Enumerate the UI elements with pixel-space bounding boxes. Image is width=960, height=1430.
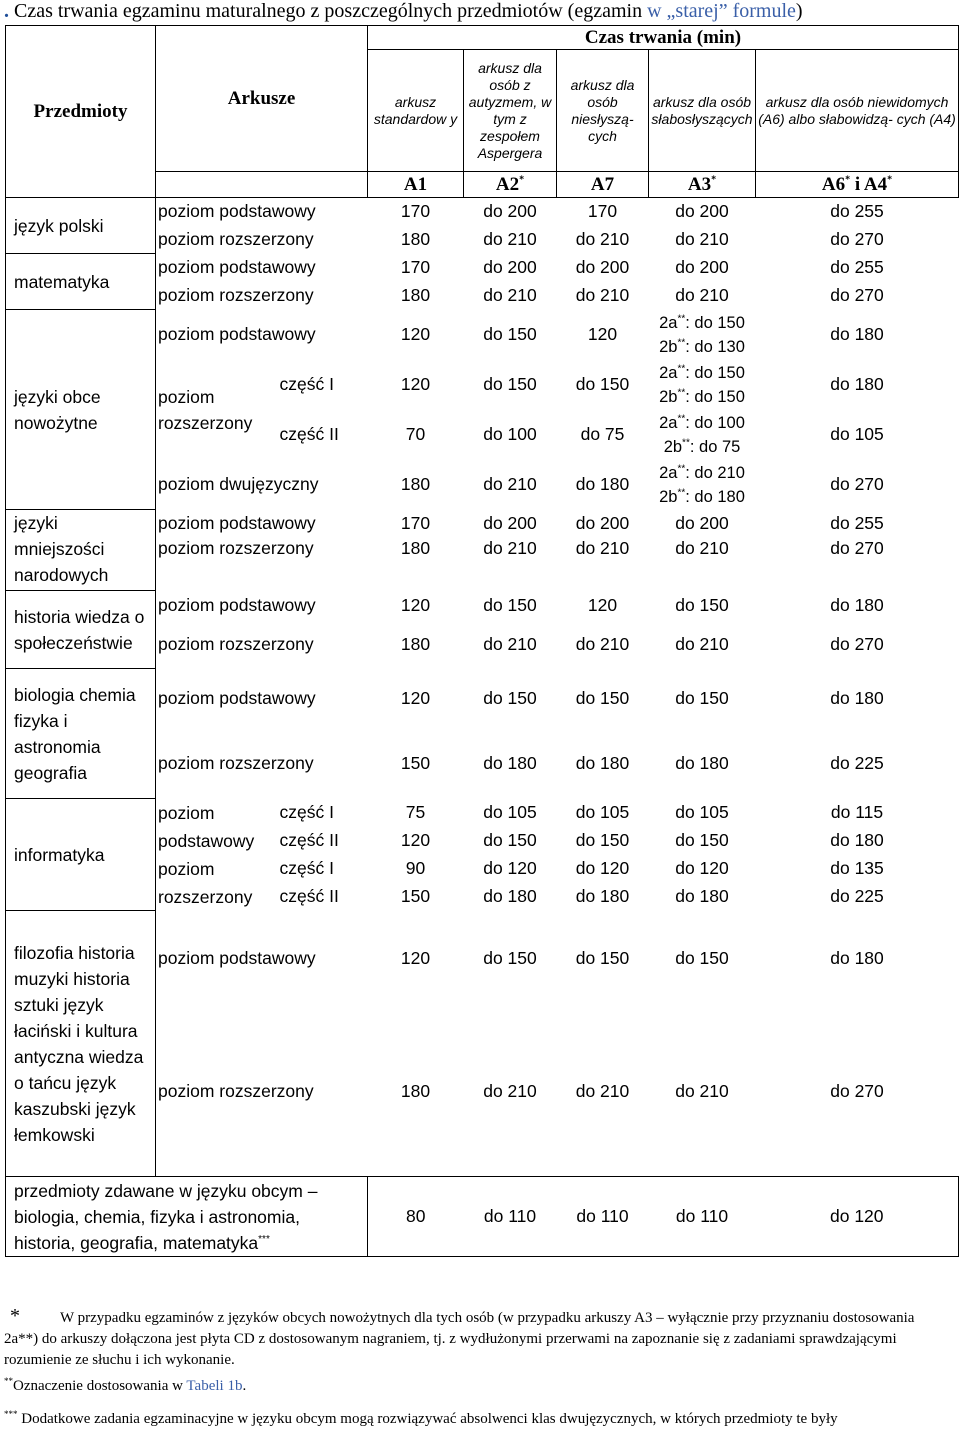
cell: 120 bbox=[400, 374, 431, 394]
cell: do 150 bbox=[675, 830, 729, 850]
cell: 120 bbox=[400, 830, 431, 850]
title-link[interactable]: w „starej” formule bbox=[647, 0, 796, 22]
cell: do 105 bbox=[675, 802, 729, 822]
level-label: poziom rozszerzony bbox=[158, 634, 314, 654]
cell: 90 bbox=[405, 858, 426, 878]
cell: 180 bbox=[400, 634, 431, 654]
cell: do 105 bbox=[830, 424, 884, 444]
cell: 70 bbox=[405, 424, 426, 444]
footnote-1-text: W przypadku egzaminów z języków obcych nowożytnych dla tych osób (w przypadku arkuszy A3 – wyłącznie przy przyznaniu dostosowania 2a**) do arkuszy dołączona jest płyta CD z dostosowanym nagraniem, tj. z wydłużonymi przerwami na zapoznanie się z zadaniami sprawdzającymi rozumienie ze słuchu i ich wykonanie. bbox=[4, 1310, 915, 1368]
code-a2: A2* bbox=[464, 172, 557, 198]
cell: do 150 bbox=[575, 830, 630, 850]
cell: do 180 bbox=[830, 688, 884, 708]
subject-przyrodnicze: biologia chemia fizyka i astronomia geografia bbox=[6, 669, 156, 799]
cell: do 270 bbox=[830, 285, 884, 305]
cell: 150 bbox=[400, 753, 431, 773]
level-label: poziom rozszerzony bbox=[158, 229, 314, 249]
cell: 120 bbox=[587, 324, 618, 344]
cell: do 210 bbox=[575, 229, 630, 249]
header-nieslyszacy: arkusz dla osób niesłyszą- cych bbox=[557, 50, 649, 172]
cell: do 210 bbox=[483, 229, 537, 249]
level-label: poziom rozszerzony bbox=[158, 285, 314, 305]
cell: do 255 bbox=[830, 201, 884, 222]
title-text: Czas trwania egzaminu maturalnego z poszczególnych przedmiotów (egzamin bbox=[14, 0, 648, 22]
cell: do 110 bbox=[649, 1177, 756, 1257]
cell: do 200 bbox=[483, 201, 537, 222]
cell: do 110 bbox=[464, 1177, 557, 1257]
cell: 120 bbox=[587, 595, 618, 615]
subject-obce: języki obce nowożytne bbox=[6, 310, 156, 510]
level-label: poziom rozszerzony bbox=[158, 537, 314, 558]
cell: 180 bbox=[400, 229, 431, 249]
part-label: część I bbox=[279, 802, 334, 822]
cell: 120 bbox=[400, 324, 431, 344]
cell: do 150 bbox=[483, 374, 537, 394]
cell: do 105 bbox=[575, 802, 630, 822]
cell: do 135 bbox=[830, 858, 884, 878]
subject-matematyka: matematyka bbox=[6, 254, 156, 310]
cell: 75 bbox=[405, 802, 426, 822]
cell: do 210 bbox=[483, 285, 537, 305]
cell: do 180 bbox=[483, 753, 537, 773]
cell: 170 bbox=[400, 201, 431, 222]
cell: do 180 bbox=[830, 830, 884, 850]
cell: do 270 bbox=[830, 1080, 884, 1101]
level-label: poziom rozszerzony bbox=[158, 753, 314, 773]
cell: do 120 bbox=[483, 858, 537, 878]
cell: do 210 bbox=[483, 537, 537, 558]
cell: 120 bbox=[400, 688, 431, 708]
cell: do 150 bbox=[675, 595, 729, 615]
cell: 180 bbox=[400, 1080, 431, 1101]
header-arkusze: Arkusze bbox=[156, 26, 368, 172]
cell: do 150 bbox=[675, 948, 729, 968]
header-przedmioty: Przedmioty bbox=[6, 26, 156, 198]
cell: do 180 bbox=[675, 753, 729, 773]
cell: do 200 bbox=[675, 257, 729, 277]
cell: 170 bbox=[400, 513, 431, 534]
subject-filozofia-group: filozofia historia muzyki historia sztuki język łaciński i kultura antyczna wiedza o tańcu język kaszubski język łemkowski bbox=[6, 911, 156, 1177]
cell: do 150 bbox=[575, 948, 630, 968]
part-label: część I bbox=[279, 374, 334, 394]
a3-adjust-cell: 2a**: do 150 2b**: do 150 bbox=[659, 363, 745, 406]
tabela-1b-link[interactable]: Tabeli 1b bbox=[186, 1378, 243, 1394]
code-a3: A3* bbox=[649, 172, 756, 198]
cell: do 150 bbox=[483, 948, 537, 968]
cell: do 210 bbox=[675, 1080, 729, 1101]
cell: do 200 bbox=[575, 257, 630, 277]
cell: do 210 bbox=[575, 537, 630, 558]
cell: do 75 bbox=[580, 424, 625, 444]
cell: do 180 bbox=[830, 948, 884, 968]
row-prz-p bbox=[6, 669, 959, 729]
cell: do 150 bbox=[483, 595, 537, 615]
level-label: poziom podstawowy bbox=[158, 948, 316, 968]
subject-mniejszosci: języki mniejszości narodowych bbox=[6, 510, 156, 591]
level-rozszerzony-split: poziom rozszerzony bbox=[158, 386, 253, 433]
cell: do 100 bbox=[483, 424, 537, 444]
title-end: ) bbox=[795, 0, 803, 22]
cell: do 180 bbox=[575, 886, 630, 906]
row-art-p bbox=[6, 911, 959, 1007]
cell: 120 bbox=[400, 595, 431, 615]
cell: 150 bbox=[400, 886, 431, 906]
cell: 120 bbox=[400, 948, 431, 968]
cell: do 200 bbox=[675, 513, 729, 534]
footnote-2-text: Oznaczenie dostosowania w bbox=[13, 1378, 187, 1394]
header-slabo: arkusz dla osób słabosłyszących bbox=[649, 50, 756, 172]
cell: do 180 bbox=[830, 324, 884, 344]
cell: do 180 bbox=[830, 595, 884, 615]
level-label: poziom rozszerzony bbox=[158, 1080, 314, 1101]
cell: 170 bbox=[400, 257, 431, 277]
level-label: poziom podstawowy bbox=[158, 324, 316, 344]
cell: do 210 bbox=[675, 229, 729, 249]
level-label: poziom podstawowy bbox=[158, 257, 316, 277]
cell: do 115 bbox=[830, 802, 884, 822]
cell: do 105 bbox=[483, 802, 537, 822]
cell: do 120 bbox=[575, 858, 630, 878]
cell: do 210 bbox=[575, 1080, 630, 1101]
cell: do 200 bbox=[575, 513, 630, 534]
cell: do 150 bbox=[483, 324, 537, 344]
level-label: poziom podstawowy bbox=[158, 201, 316, 222]
cell: do 270 bbox=[830, 229, 884, 249]
subject-w-jezyku-obcym: przedmioty zdawane w języku obcym – biologia, chemia, fizyka i astronomia, historia, geografia, matematyka*** bbox=[6, 1177, 368, 1257]
cell: do 180 bbox=[675, 886, 729, 906]
cell: do 225 bbox=[830, 753, 884, 773]
cell: do 255 bbox=[830, 257, 884, 277]
cell: do 210 bbox=[575, 634, 630, 654]
row-polski-p bbox=[6, 198, 959, 226]
part-label: część II bbox=[279, 424, 339, 444]
level-label: poziom podstawowy bbox=[158, 595, 316, 615]
page-title bbox=[4, 0, 803, 24]
cell: do 210 bbox=[675, 634, 729, 654]
header-autyzm: arkusz dla osób z autyzmem, w tym z zespołem Aspergera bbox=[464, 50, 557, 172]
row-mat-p bbox=[6, 254, 959, 282]
code-a1: A1 bbox=[368, 172, 464, 198]
cell: do 200 bbox=[675, 201, 729, 222]
cell: do 180 bbox=[483, 886, 537, 906]
a3-adjust-cell: 2a**: do 100 2b**: do 75 bbox=[659, 413, 745, 456]
cell: 170 bbox=[587, 201, 618, 222]
footnote-2 bbox=[4, 1371, 246, 1397]
cell: do 270 bbox=[830, 474, 884, 494]
row-mn-p bbox=[6, 510, 959, 538]
row-obce-p bbox=[6, 310, 959, 360]
cell: do 210 bbox=[483, 474, 537, 494]
cell: do 255 bbox=[830, 513, 884, 534]
a3-adjust-cell: 2a**: do 210 2b**: do 180 bbox=[659, 463, 745, 506]
a3-adjust-cell: 2a**: do 150 2b**: do 130 bbox=[659, 313, 745, 356]
cell: do 120 bbox=[756, 1177, 959, 1257]
footnote-3-text: Dodatkowe zadania egzaminacyjne w języku obcym mogą rozwiązywać absolwenci klas dwujęzycznych, w których przedmioty te były bbox=[21, 1411, 838, 1427]
part-label: część II bbox=[279, 886, 339, 906]
cell: do 225 bbox=[830, 886, 884, 906]
part-label: część II bbox=[279, 830, 339, 850]
cell: do 180 bbox=[575, 474, 630, 494]
cell: 180 bbox=[400, 474, 431, 494]
subject-polski: język polski bbox=[6, 198, 156, 254]
exam-duration-table bbox=[5, 25, 959, 1257]
level-label: poziom dwujęzyczny bbox=[158, 474, 319, 494]
cell: do 210 bbox=[575, 285, 630, 305]
cell: do 180 bbox=[830, 374, 884, 394]
level-podstawowy-split: poziom podstawowy bbox=[158, 802, 255, 851]
level-rozszerzony-split: poziom rozszerzony bbox=[158, 858, 253, 907]
header-row-1 bbox=[6, 26, 959, 50]
cell: do 210 bbox=[675, 537, 729, 558]
cell: 180 bbox=[400, 285, 431, 305]
code-a7: A7 bbox=[557, 172, 649, 198]
cell: 180 bbox=[400, 537, 431, 558]
header-czas: Czas trwania (min) bbox=[368, 26, 959, 50]
footnote-1 bbox=[4, 1306, 934, 1371]
cell: do 210 bbox=[483, 634, 537, 654]
cell: do 180 bbox=[575, 753, 630, 773]
cell: do 150 bbox=[575, 374, 630, 394]
title-bullet: . bbox=[4, 0, 9, 22]
cell: do 200 bbox=[483, 257, 537, 277]
footnote-2-mark: ** bbox=[4, 1376, 13, 1386]
level-label: poziom podstawowy bbox=[158, 513, 316, 534]
cell: do 150 bbox=[483, 688, 537, 708]
part-label: część I bbox=[279, 858, 334, 878]
cell: do 200 bbox=[483, 513, 537, 534]
header-niewidomi: arkusz dla osób niewidomych (A6) albo słabowidzą- cych (A4) bbox=[756, 50, 959, 172]
cell: do 270 bbox=[830, 634, 884, 654]
level-label: poziom podstawowy bbox=[158, 688, 316, 708]
row-obcy-jezyk bbox=[6, 1177, 959, 1257]
cell: do 150 bbox=[483, 830, 537, 850]
code-a6-a4: A6* i A4* bbox=[756, 172, 959, 198]
cell: do 110 bbox=[557, 1177, 649, 1257]
cell: 80 bbox=[368, 1177, 464, 1257]
row-his-p bbox=[6, 591, 959, 621]
header-standard: arkusz standardow y bbox=[368, 50, 464, 172]
cell: do 150 bbox=[675, 688, 729, 708]
subject-historia: historia wiedza o społeczeństwie bbox=[6, 591, 156, 669]
footnote-3 bbox=[4, 1404, 838, 1430]
footnote-3-mark: *** bbox=[4, 1409, 18, 1419]
cell: do 150 bbox=[575, 688, 630, 708]
cell: do 270 bbox=[830, 537, 884, 558]
cell: do 120 bbox=[675, 858, 729, 878]
footnote-2-end: . bbox=[242, 1378, 247, 1394]
cell: do 210 bbox=[675, 285, 729, 305]
footnote-1-mark: * bbox=[10, 1305, 20, 1327]
subject-informatyka: informatyka bbox=[6, 799, 156, 911]
row-inf-p1 bbox=[6, 799, 959, 827]
cell: do 210 bbox=[483, 1080, 537, 1101]
